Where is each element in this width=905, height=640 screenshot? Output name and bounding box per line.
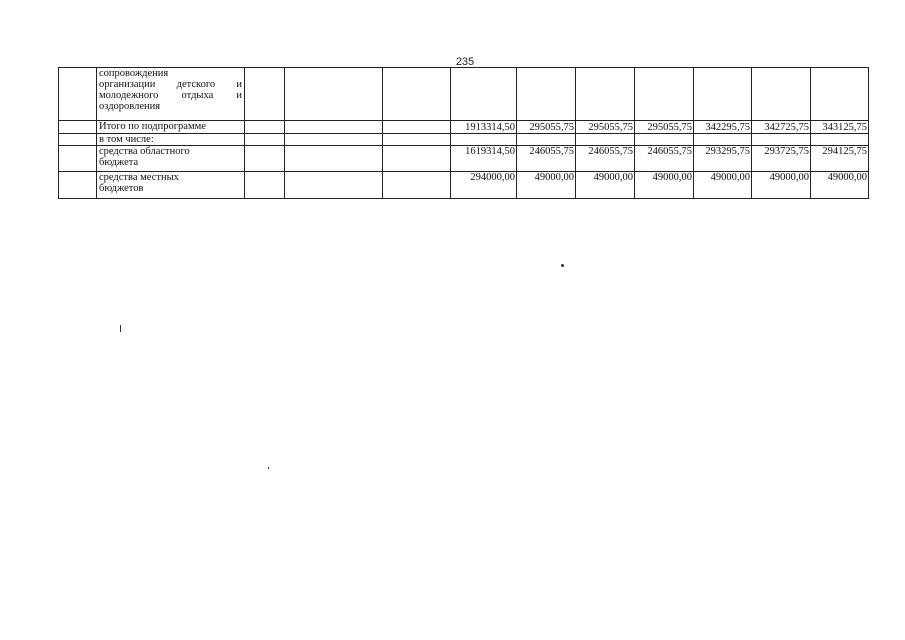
- row-index-cell: [59, 121, 97, 134]
- value-cell: 295055,75: [517, 121, 576, 134]
- description-line: молодежного отдыха и: [99, 90, 242, 101]
- empty-cell: [245, 121, 285, 134]
- empty-cell: [245, 146, 285, 172]
- value-cell: 342295,75: [694, 121, 752, 134]
- empty-cell: [285, 68, 383, 121]
- value-cell: [752, 68, 811, 121]
- description-line: организации детского и: [99, 79, 242, 90]
- value-cell: 49000,00: [752, 172, 811, 199]
- value-cell: 293725,75: [752, 146, 811, 172]
- description-cell: [97, 146, 245, 172]
- value-cell: 343125,75: [811, 121, 869, 134]
- description-cell: [97, 68, 245, 121]
- value-cell: [517, 68, 576, 121]
- description-line: Итого по подпрограмме: [99, 121, 206, 132]
- row-index-cell: [59, 172, 97, 199]
- value-cell: 49000,00: [576, 172, 635, 199]
- description-line: сопровождения: [99, 68, 169, 79]
- value-cell: 293295,75: [694, 146, 752, 172]
- value-cell: [576, 68, 635, 121]
- value-cell: 342725,75: [752, 121, 811, 134]
- value-cell: 294125,75: [811, 146, 869, 172]
- table-row: [59, 68, 869, 121]
- row-index-cell: [59, 68, 97, 121]
- value-cell: [576, 134, 635, 146]
- value-cell: 49000,00: [811, 172, 869, 199]
- value-cell: 246055,75: [517, 146, 576, 172]
- empty-cell: [383, 121, 451, 134]
- value-cell: 295055,75: [635, 121, 694, 134]
- value-cell: 246055,75: [635, 146, 694, 172]
- description-line: оздоровления: [99, 101, 161, 112]
- value-cell: 1619314,50: [451, 146, 517, 172]
- description-cell: [97, 134, 245, 146]
- empty-cell: [383, 172, 451, 199]
- row-index-cell: [59, 134, 97, 146]
- value-cell: 49000,00: [517, 172, 576, 199]
- value-cell: [451, 68, 517, 121]
- description-line: в том числе:: [99, 134, 154, 145]
- value-cell: 49000,00: [635, 172, 694, 199]
- table-row: [59, 134, 869, 146]
- value-cell: [694, 68, 752, 121]
- empty-cell: [245, 134, 285, 146]
- table-row: [59, 121, 869, 134]
- description-line: средства местных: [99, 172, 179, 183]
- empty-cell: [285, 172, 383, 199]
- budget-table: [58, 67, 869, 199]
- table-row: [59, 172, 869, 199]
- empty-cell: [285, 146, 383, 172]
- empty-cell: [245, 172, 285, 199]
- value-cell: 246055,75: [576, 146, 635, 172]
- empty-cell: [383, 146, 451, 172]
- scan-speck: [120, 325, 121, 332]
- description-cell: [97, 172, 245, 199]
- description-line: бюджетов: [99, 183, 144, 194]
- empty-cell: [383, 134, 451, 146]
- value-cell: [635, 134, 694, 146]
- row-index-cell: [59, 146, 97, 172]
- table-row: [59, 146, 869, 172]
- value-cell: [451, 134, 517, 146]
- value-cell: [752, 134, 811, 146]
- value-cell: 49000,00: [694, 172, 752, 199]
- value-cell: [694, 134, 752, 146]
- value-cell: 295055,75: [576, 121, 635, 134]
- empty-cell: [285, 121, 383, 134]
- scan-speck: [268, 467, 269, 469]
- description-line: средства областного: [99, 146, 190, 157]
- empty-cell: [285, 134, 383, 146]
- empty-cell: [383, 68, 451, 121]
- value-cell: [517, 134, 576, 146]
- value-cell: [811, 68, 869, 121]
- description-cell: [97, 121, 245, 134]
- value-cell: 1913314,50: [451, 121, 517, 134]
- empty-cell: [245, 68, 285, 121]
- value-cell: [811, 134, 869, 146]
- description-line: бюджета: [99, 157, 139, 168]
- value-cell: [635, 68, 694, 121]
- value-cell: 294000,00: [451, 172, 517, 199]
- scan-speck: [561, 264, 564, 267]
- page-number: 235: [455, 56, 475, 68]
